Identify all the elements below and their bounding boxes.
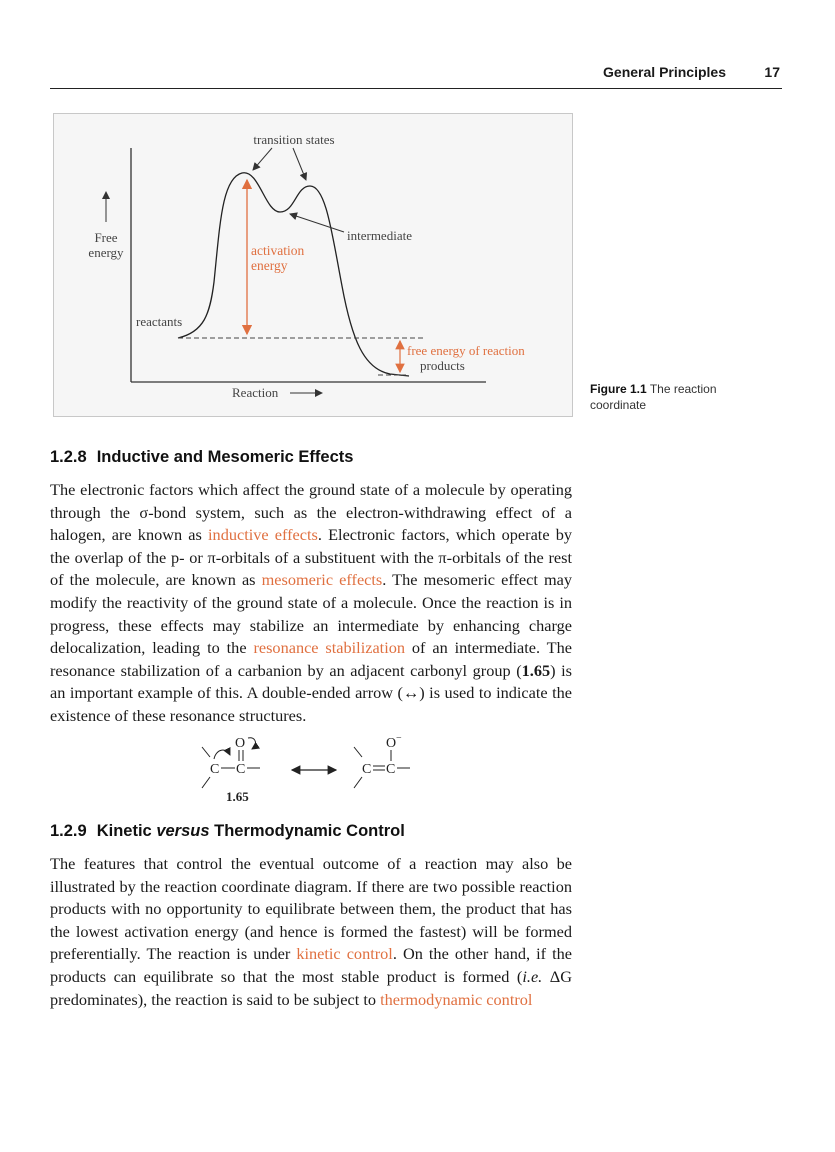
transition-states-label: transition states (253, 132, 335, 147)
left-carbon-1: C (210, 762, 220, 777)
section-title: Inductive and Mesomeric Effects (96, 448, 354, 466)
running-header (50, 64, 782, 84)
term-kinetic-control: kinetic control (296, 944, 393, 964)
reactants-label: reactants (136, 314, 183, 329)
text-run: . On the other hand, if the products can equilibrate so that the most stable product is formed ( (50, 944, 572, 986)
text-run: . Electronic factors, which operate by the overlap of the p- or π-orbitals of a substituent with the π-orbitals of the rest of the molecule, are known as (50, 525, 572, 590)
paragraph-inductive-mesomeric (50, 479, 572, 728)
figure-caption-text: The reaction coordinate (590, 382, 717, 412)
paragraph-kinetic-thermodynamic (50, 853, 572, 1011)
term-inductive-effects: inductive effects (208, 525, 318, 545)
ts-arrow-1 (253, 148, 272, 170)
right-oxygen: O (386, 736, 397, 751)
right-carbon-2: C (386, 762, 396, 777)
left-carbon-2: C (236, 762, 246, 777)
page-number: 17 (764, 64, 780, 80)
left-oxygen: O (235, 736, 246, 751)
intermediate-arrow (290, 214, 344, 232)
free-energy-reaction-label: free energy of reaction (407, 343, 525, 358)
section-number: 1.2.8 (50, 448, 87, 466)
energy-curve (178, 173, 409, 376)
text-run: ΔG predominates), the reaction is said to be subject to (50, 966, 572, 1009)
text-run: of an intermediate. The resonance stabilization of a carbanion by an adjacent carbonyl group ( (50, 638, 572, 680)
products-label: products (420, 358, 465, 373)
section-heading-1-2-9 (50, 822, 405, 841)
figure-caption (590, 381, 760, 413)
resonance-structure-1-65 (190, 733, 430, 816)
intermediate-label: intermediate (347, 228, 412, 243)
free-energy-label: Free energy (88, 230, 124, 260)
activation-energy-label: activation energy (251, 243, 305, 273)
term-thermodynamic-control: thermodynamic control (380, 989, 533, 1009)
right-carbon-1: C (362, 762, 372, 777)
text-italic: i.e. (522, 966, 543, 986)
running-section-title: General Principles (603, 64, 726, 80)
text-run: ) is an important example of this. A double-ended arrow (↔) is used to indicate the existence of these resonance structures. (50, 660, 572, 725)
section-title-part: Thermodynamic Control (209, 822, 405, 840)
term-resonance-stabilization: resonance stabilization (253, 638, 406, 658)
section-number: 1.2.9 (50, 822, 87, 840)
text-run: The features that control the eventual outcome of a reaction may also be illustrated by the reaction coordinate diagram. If there are two possible reaction products with no opportunity to equilibrate between them, the product that has the lowest activation energy (and hence is formed the fastest) will be formed preferentially. The reaction is under (50, 854, 572, 964)
figure-caption-label: Figure 1.1 (590, 382, 647, 396)
text-run: The electronic factors which affect the ground state of a molecule by operating through the σ-bond system, such as the electron-withdrawing effect of a halogen, are known as (50, 480, 572, 545)
structure-label: 1.65 (226, 789, 249, 804)
header-rule (50, 88, 782, 89)
ts-arrow-2 (293, 148, 306, 180)
compound-ref: 1.65 (521, 660, 551, 680)
resonance-structure-svg (190, 733, 430, 811)
section-title-italic: versus (156, 822, 210, 840)
right-charge: − (396, 733, 402, 744)
reaction-diagram (54, 114, 572, 416)
section-title-part: Kinetic (96, 822, 157, 840)
reaction-coordinate-figure (53, 113, 573, 417)
term-mesomeric-effects: mesomeric effects (261, 570, 383, 590)
section-heading-1-2-8 (50, 448, 353, 467)
reaction-axis-label: Reaction (232, 385, 279, 400)
text-run: . The mesomeric effect may modify the reactivity of the ground state of a molecule. Once the reaction is in progress, these effects may stabilize an intermediate by enhancing charge delocalization, leading to the (50, 570, 573, 658)
